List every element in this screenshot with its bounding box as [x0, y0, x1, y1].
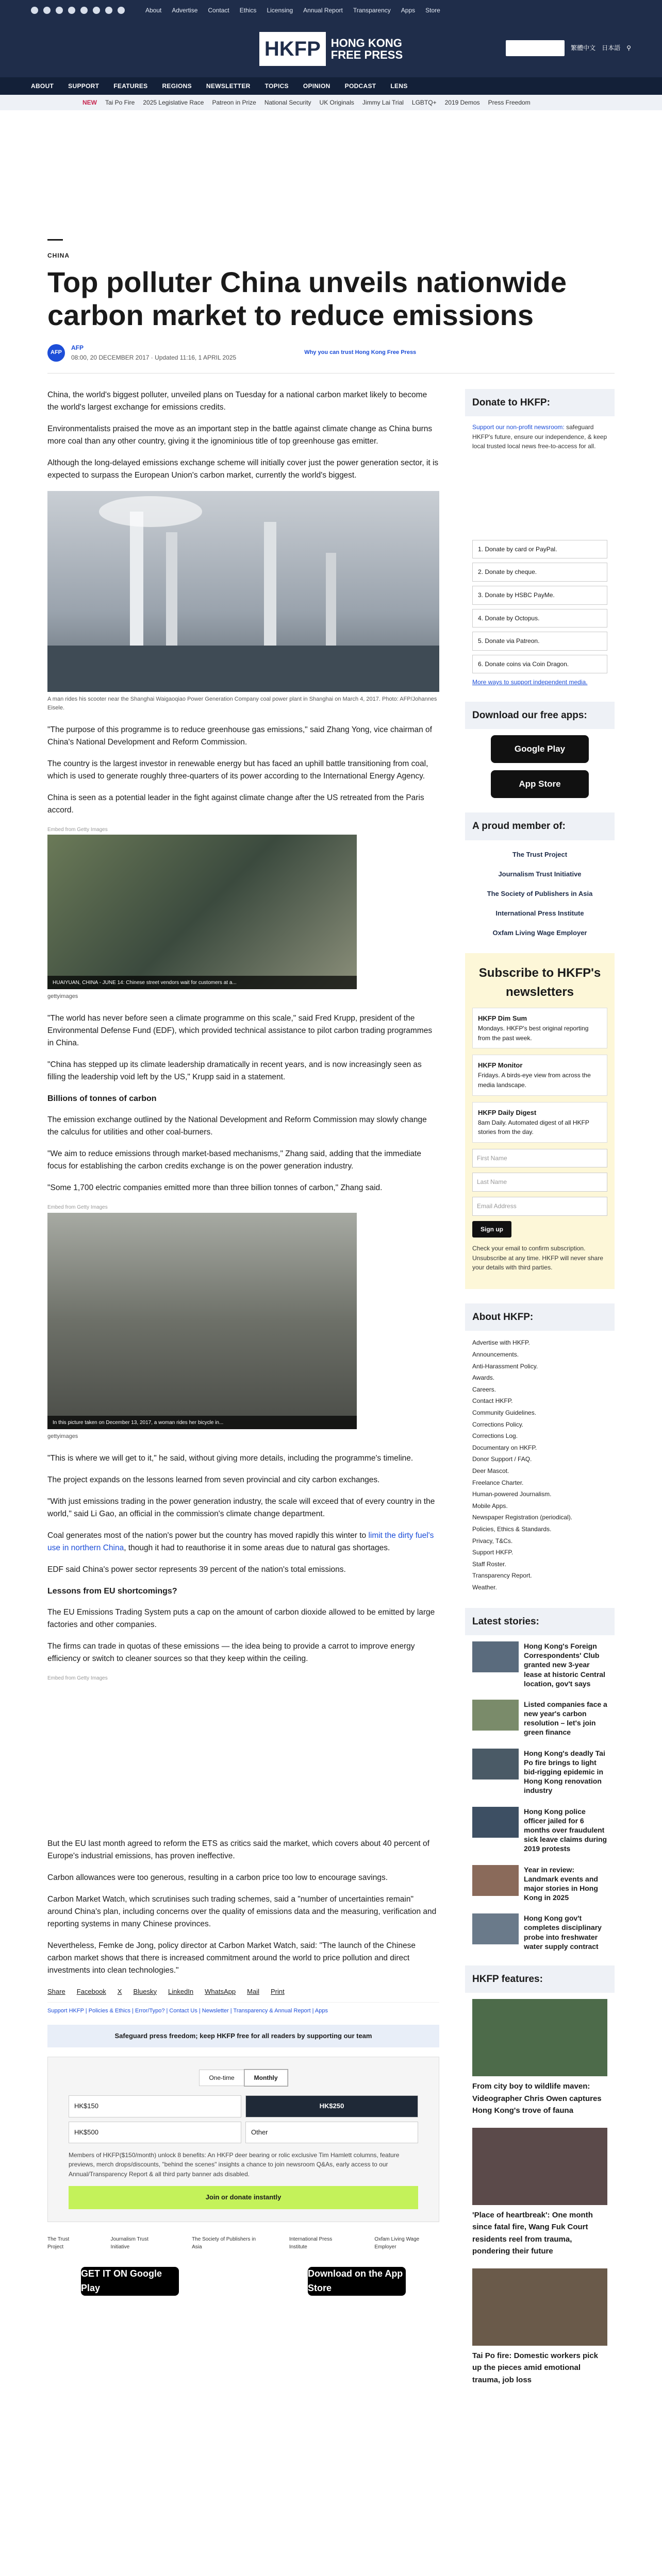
story-thumbnail [472, 1749, 519, 1780]
getty-caption: In this picture taken on December 13, 2017, a woman rides her bicycle in... [47, 1416, 357, 1429]
nav-topics[interactable]: TOPICS [264, 82, 289, 90]
top-link[interactable]: Store [425, 6, 440, 14]
support-button[interactable]: SUPPORT HKFP [506, 40, 565, 56]
trending-item[interactable]: 2025 Legislative Race [143, 98, 204, 106]
content-wrap [47, 239, 615, 2400]
article-footer-links[interactable]: Support HKFP | Policies & Ethics | Error/Typo? | Contact Us | Newsletter | Transparency & Annual Report | Apps [47, 2002, 439, 2020]
about-link[interactable]: Corrections Log. [472, 1432, 518, 1440]
author-avatar: AFP [47, 344, 65, 362]
member-logo[interactable]: The Society of Publishers in Asia [192, 2236, 256, 2250]
about-list [465, 1337, 615, 1593]
about-link[interactable]: Transparency Report. [472, 1572, 532, 1580]
amount-option[interactable]: Other [245, 2122, 418, 2143]
article-title: Top polluter China unveils nationwide carbon market to reduce emissions [47, 265, 567, 331]
category-rule [47, 239, 63, 241]
donate-widget [47, 2057, 439, 2222]
donate-title: Donate to HKFP: [465, 389, 615, 416]
features-box [465, 1965, 615, 2386]
member-logo[interactable]: The Trust Project [512, 850, 568, 858]
more-ways-link[interactable]: More ways to support independent media. [472, 679, 588, 686]
paragraph: The firms can trade in quotas of these emissions — the idea being to provide a carrot to improve energy efficiency or switch to cleaner sources so that they keep within the ceiling. [47, 1641, 415, 1663]
feature-story[interactable]: From city boy to wildlife maven: Videographer Chris Owen captures Hong Kong's trove of fauna [472, 1999, 607, 2116]
embed-credit: Embed from Getty Images [47, 826, 108, 833]
member-logos-row [47, 2235, 439, 2251]
app-store-button[interactable]: App Store [491, 770, 589, 798]
embed-placeholder [47, 1683, 357, 1838]
latest-story[interactable]: Hong Kong police officer jailed for 6 months over fraudulent sick leave claims during 2019 protests [465, 1807, 615, 1854]
story-thumbnail [472, 1641, 519, 1672]
about-link[interactable]: Documentary on HKFP. [472, 1444, 537, 1451]
newsletter-title: Subscribe to HKFP's newsletters [478, 965, 601, 999]
about-link[interactable]: Mobile Apps. [472, 1502, 508, 1510]
top-link[interactable]: Licensing [267, 6, 293, 14]
site-logo[interactable] [259, 32, 403, 66]
article-body [47, 389, 439, 2400]
paragraph: Carbon allowances were too generous, resulting in a carbon price too low to encourage savings. [47, 1873, 388, 1883]
about-title: About HKFP: [465, 1303, 615, 1331]
top-link[interactable]: Annual Report [303, 6, 343, 14]
newsletter-note: Check your email to confirm subscription. Unsubscribe at any time. HKFP will never share your details with third parties. [472, 1245, 603, 1272]
instagram-icon[interactable] [56, 7, 63, 14]
member-logo[interactable]: International Press Institute [495, 909, 584, 918]
embed-credit: Embed from Getty Images [47, 1675, 108, 1681]
toggle-one-time[interactable]: One-time [199, 2070, 244, 2087]
power-plant-photo [47, 491, 439, 692]
member-logo[interactable]: Oxfam Living Wage Employer [374, 2236, 420, 2250]
trending-label: NEW [82, 98, 97, 106]
trending-item[interactable]: National Security [264, 98, 311, 106]
about-link[interactable]: Human-powered Journalism. [472, 1490, 552, 1498]
nav-about[interactable]: ABOUT [31, 82, 54, 90]
donate-option[interactable]: 1. Donate by card or PayPal. [472, 540, 607, 559]
about-link[interactable]: Weather. [472, 1583, 497, 1591]
logo-line2: FREE PRESS [330, 48, 403, 61]
paragraph: Carbon Market Watch, which scrutinises such trading schemes, said a "number of uncertainties remain" around China's plan, including concerns over the quality of emissions data and the measuring, verification and reporting systems in many Chinese provinces. [47, 1895, 437, 1929]
top-link[interactable]: Apps [401, 6, 416, 14]
getty-photo-street[interactable] [47, 835, 357, 989]
about-link[interactable]: Community Guidelines. [472, 1409, 537, 1417]
nav-newsletter[interactable]: NEWSLETTER [206, 82, 251, 90]
feature-story[interactable]: 'Place of heartbreak': One month since fatal fire, Wang Fuk Court residents reel from trauma, pondering their future [472, 2128, 607, 2257]
top-links [145, 6, 440, 15]
trending-bar [0, 95, 662, 110]
trending-item[interactable]: Jimmy Lai Trial [362, 98, 404, 106]
rss-icon[interactable] [118, 7, 125, 14]
top-link[interactable]: About [145, 6, 162, 14]
about-link[interactable]: Corrections Policy. [472, 1420, 524, 1428]
share-label[interactable]: Share [47, 1987, 65, 1995]
paragraph: China is seen as a potential leader in the fight against climate change after the US retreated from the Paris accord. [47, 793, 424, 815]
member-logo[interactable]: Journalism Trust Initiative [110, 2236, 148, 2250]
paragraph: Coal generates most of the nation's power but the country has moved rapidly this winter to limit the dirty fuel's use in northern China, though it had to reauthorise it in some areas due to natural gas shortages. [47, 1531, 434, 1552]
paragraph: The EU Emissions Trading System puts a cap on the amount of carbon dioxide allowed to be emitted by large factories and other companies. [47, 1607, 435, 1629]
donate-box: Donate to HKFP: Support our non-profit newsroom: safeguard HKFP's future, ensure our independence, & keep local trusted local news free-to-access for all. 1. Donate by card or PayPal. 2. Donate by cheque. 3. Donate by HSBC PayMe. 4. Donate by Octopus. 5. Donate via Patreon. 6. Donate coins via Coin Dragon. More ways to support independent media. [465, 389, 615, 687]
about-link[interactable]: Advertise with HKFP. [472, 1339, 530, 1347]
trending-item[interactable]: Patreon in Prize [212, 98, 256, 106]
about-link[interactable]: Careers. [472, 1385, 496, 1393]
member-logo[interactable]: Journalism Trust Initiative [498, 870, 582, 878]
about-link[interactable]: Privacy, T&Cs. [472, 1537, 513, 1545]
safeguard-banner[interactable]: Safeguard press freedom; keep HKFP free for all readers by supporting our team [47, 2025, 439, 2047]
member-logo[interactable]: The Society of Publishers in Asia [487, 890, 593, 898]
email-input[interactable]: Email Address [472, 1197, 607, 1216]
story-thumbnail [472, 1913, 519, 1944]
author-name[interactable]: AFP [71, 344, 84, 352]
latest-story[interactable]: Hong Kong's deadly Tai Po fire brings to light bid-rigging epidemic in Hong Kong renovation industry [465, 1749, 615, 1795]
nav-regions[interactable]: REGIONS [162, 82, 192, 90]
last-name-input[interactable]: Last Name [472, 1173, 607, 1192]
amount-options [69, 2095, 418, 2143]
donate-option[interactable]: 6. Donate coins via Coin Dragon. [472, 655, 607, 674]
subheading: Billions of tonnes of carbon [47, 1094, 157, 1104]
share-mail[interactable]: Mail [247, 1987, 259, 1995]
latest-story[interactable]: Year in review: Landmark events and major stories in Hong Kong in 2025 [465, 1865, 615, 1903]
newsletter-option[interactable]: HKFP Dim Sum Mondays. HKFP's best original reporting from the past week. [472, 1008, 607, 1048]
share-whatsapp[interactable]: WhatsApp [205, 1987, 236, 1995]
paragraph: "China has stepped up its climate leadership dramatically in recent years, and is now increasingly seen as filling the leadership void left by the US," Krupp said in a statement. [47, 1060, 422, 1082]
logo-line1: HONG KONG [330, 36, 402, 49]
member-logo[interactable]: The Trust Project [47, 2236, 70, 2250]
newsletter-option[interactable]: HKFP Monitor Fridays. A birds-eye view from across the media landscape. [472, 1055, 607, 1095]
signup-button[interactable]: Sign up [472, 1221, 511, 1238]
about-link[interactable]: Announcements. [472, 1351, 519, 1359]
top-link[interactable]: Ethics [239, 6, 257, 14]
story-thumbnail [472, 1700, 519, 1731]
about-link[interactable]: Newspaper Registration (periodical). [472, 1514, 573, 1521]
nav-features[interactable]: FEATURES [113, 82, 148, 90]
apps-box [465, 702, 615, 798]
paragraph: EDF said China's power sector represents 39 percent of the nation's total emissions. [47, 1565, 346, 1574]
features-title: HKFP features: [465, 1965, 615, 1993]
about-link[interactable]: Staff Roster. [472, 1560, 506, 1568]
search-icon[interactable]: ⚲ [626, 44, 631, 52]
top-bar [0, 0, 662, 21]
telegram-icon[interactable] [93, 7, 100, 14]
google-play-button[interactable]: Google Play [491, 735, 589, 763]
amount-option[interactable]: HK$150 [69, 2095, 241, 2117]
about-link[interactable]: Awards. [472, 1374, 495, 1382]
about-link[interactable]: Contact HKFP. [472, 1397, 513, 1405]
donate-option[interactable]: 2. Donate by cheque. [472, 563, 607, 582]
about-link[interactable]: Freelance Charter. [472, 1479, 524, 1486]
google-play-button[interactable]: GET IT ON Google Play [81, 2267, 179, 2296]
byline [47, 343, 615, 373]
trending-item[interactable]: Tai Po Fire [105, 98, 135, 106]
about-link[interactable]: Support HKFP. [472, 1549, 514, 1556]
social-icons [31, 7, 125, 14]
paragraph: But the EU last month agreed to reform the ETS as critics said the market, which covers about 40 percent of Europe's industrial emissions, has proven ineffective. [47, 1839, 429, 1861]
nav-lens[interactable]: LENS [390, 82, 408, 90]
trending-item[interactable]: 2019 Demos [444, 98, 480, 106]
feature-photo [472, 2268, 607, 2346]
sidebar [465, 389, 615, 2400]
paragraph: China, the world's biggest polluter, unveiled plans on Tuesday for a national carbon market likely to become the world's largest exchange for emissions credits. [47, 390, 427, 412]
newsletter-box [465, 953, 615, 1290]
email-icon[interactable] [105, 7, 112, 14]
member-logo[interactable]: International Press Institute [289, 2236, 333, 2250]
getty-logo: gettyimages [47, 993, 78, 1000]
member-title: A proud member of: [465, 812, 615, 840]
paragraph: The emission exchange outlined by the National Development and Reform Commission may slowly change the calculus for utilities and other coal-burners. [47, 1115, 427, 1137]
lang-japanese[interactable]: 日本語 [602, 44, 621, 52]
top-link[interactable]: Transparency [353, 6, 391, 14]
getty-caption: HUAIYUAN, CHINA - JUNE 14: Chinese street vendors wait for customers at a... [47, 976, 357, 989]
x-icon[interactable] [43, 7, 51, 14]
app-store-button[interactable]: Download on the App Store [308, 2267, 406, 2296]
toggle-monthly[interactable]: Monthly [244, 2070, 288, 2087]
youtube-icon[interactable] [68, 7, 75, 14]
share-bluesky[interactable]: Bluesky [133, 1987, 157, 1995]
latest-story[interactable]: Listed companies face a new year's carbon resolution – let's join green finance [465, 1700, 615, 1737]
nav-support[interactable]: SUPPORT [68, 82, 100, 90]
share-bar [47, 1987, 439, 1997]
feature-photo [472, 1999, 607, 2076]
about-link[interactable]: Anti-Harassment Policy. [472, 1362, 538, 1370]
nav-podcast[interactable]: PODCAST [344, 82, 376, 90]
trending-item[interactable]: LGBTQ+ [411, 98, 437, 106]
inline-link[interactable]: limit the dirty fuel's use in northern China [47, 1531, 434, 1552]
paragraph: Environmentalists praised the move as an important step in the battle against climate change as China burns more coal than any other country, giving it the ignominious title of top greenhouse gas emitter. [47, 424, 433, 446]
latest-story[interactable]: Hong Kong gov't completes disciplinary probe into freshwater water supply contract [465, 1913, 615, 1951]
share-facebook[interactable]: Facebook [76, 1987, 106, 1995]
newsletter-option[interactable]: HKFP Daily Digest 8am Daily. Automated digest of all HKFP stories from the day. [472, 1102, 607, 1143]
main-nav [0, 77, 662, 95]
trust-link[interactable]: Why you can trust Hong Kong Free Press [304, 349, 417, 356]
frequency-toggle [69, 2070, 418, 2087]
nav-opinion[interactable]: OPINION [303, 82, 330, 90]
member-logo[interactable]: Oxfam Living Wage Employer [492, 929, 587, 937]
getty-photo-bicycle[interactable] [47, 1213, 357, 1429]
top-link[interactable]: Contact [208, 6, 229, 14]
donate-option[interactable]: 4. Donate by Octopus. [472, 609, 607, 628]
subheading: Lessons from EU shortcomings? [47, 1587, 177, 1596]
trending-item[interactable]: UK Originals [319, 98, 354, 106]
feature-story[interactable]: Tai Po fire: Domestic workers pick up the pieces amid emotional trauma, job loss [472, 2268, 607, 2386]
first-name-input[interactable]: First Name [472, 1149, 607, 1168]
join-button[interactable]: Join or donate instantly [69, 2186, 418, 2209]
amount-option-selected[interactable]: HK$250 [245, 2095, 418, 2117]
share-x[interactable]: X [117, 1987, 122, 1995]
apps-title: Download our free apps: [465, 702, 615, 729]
share-print[interactable]: Print [270, 1987, 285, 1995]
paragraph: Although the long-delayed emissions exchange scheme will initially cover just the power generation sector, it is expected to surpass the European Union's carbon market, currently the world's biggest. [47, 458, 439, 480]
top-link[interactable]: Advertise [172, 6, 198, 14]
latest-story[interactable]: Hong Kong's Foreign Correspondents' Club granted new 3-year lease at historic Central location, gov't says [465, 1641, 615, 1688]
about-link[interactable]: Donor Support / FAQ. [472, 1455, 532, 1463]
member-box [465, 812, 615, 938]
paragraph: Nevertheless, Femke de Jong, policy director at Carbon Market Watch, said: "The launch of the Chinese carbon market shows that there is increased commitment around the world to price pollution and direct investments into clean technologies." [47, 1941, 416, 1975]
paragraph: "With just emissions trading in the power generation industry, the scale will exceed that of every country in the world," said Li Gao, an official in the commission's climate change department. [47, 1497, 435, 1518]
story-thumbnail [472, 1807, 519, 1838]
linkedin-icon[interactable] [80, 7, 88, 14]
donate-option[interactable]: 3. Donate by HSBC PayMe. [472, 586, 607, 605]
embed-credit: Embed from Getty Images [47, 1205, 108, 1211]
photo-caption: A man rides his scooter near the Shanghai Waigaoqiao Power Generation Company coal power plant in Shanghai on March 4, 2017. Photo: AFP/Johannes Eisele. [47, 696, 437, 711]
amount-option[interactable]: HK$500 [69, 2122, 241, 2143]
getty-logo: gettyimages [47, 1433, 78, 1439]
dateline: 08:00, 20 DECEMBER 2017 · Updated 11:16, 1 APRIL 2025 [71, 353, 237, 361]
donate-option[interactable]: 5. Donate via Patreon. [472, 632, 607, 651]
brand-bar [0, 21, 662, 77]
paragraph: "The world has never before seen a climate programme on this scale," said Fred Krupp, president of the Environmental Defense Fund (EDF), which provided technical assistance to pilot carbon trading programmes in China. [47, 1014, 433, 1048]
story-thumbnail [472, 1865, 519, 1896]
paragraph: "Some 1,700 electric companies emitted more than three billion tonnes of carbon," Zhang said. [47, 1183, 383, 1193]
member-benefits: Members of HKFP($150/month) unlock 8 benefits: An HKFP deer bearing or rolic exclusive Tim Hamlett columns, feature previews, merch drops/discounts, "behind the scenes" insights a chance to join newsroom Q&As, early access to our Annual/Transparency Report & all third party banner ads disabled. [69, 2151, 400, 2178]
paragraph: "This is where we will get to it," he said, without giving more details, including the programme's timeline. [47, 1453, 413, 1463]
feature-photo [472, 2128, 607, 2205]
article-category[interactable]: CHINA [47, 252, 70, 259]
lang-chinese[interactable]: 繁體中文 [571, 44, 596, 52]
store-buttons [47, 2267, 439, 2296]
about-link[interactable]: Policies, Ethics & Standards. [472, 1525, 552, 1533]
donate-chart-placeholder [465, 457, 615, 540]
facebook-icon[interactable] [31, 7, 38, 14]
paragraph: The project expands on the lessons learned from seven provincial and city carbon exchanges. [47, 1475, 380, 1484]
about-link[interactable]: Deer Mascot. [472, 1467, 509, 1475]
trending-item[interactable]: Press Freedom [488, 98, 531, 106]
logo-box: HKFP [259, 32, 326, 66]
share-linkedin[interactable]: LinkedIn [168, 1987, 194, 1995]
latest-box [465, 1608, 615, 1952]
paragraph: "The purpose of this programme is to reduce greenhouse gas emissions," said Zhang Yong, vice chairman of China's National Development and Reform Commission. [47, 725, 432, 747]
about-box [465, 1303, 615, 1594]
paragraph: The country is the largest investor in renewable energy but has faced an uphill battle transitioning from coal, which is used to generate roughly three-quarters of its power according to the International Energy Agency. [47, 759, 428, 781]
donate-link[interactable]: Support our non-profit newsroom: [472, 423, 565, 431]
paragraph: "We aim to reduce emissions through market-based mechanisms," Zhang said, adding that the immediate focus for establishing the carbon credits exchange is on the power generation industry. [47, 1149, 421, 1171]
latest-title: Latest stories: [465, 1608, 615, 1635]
